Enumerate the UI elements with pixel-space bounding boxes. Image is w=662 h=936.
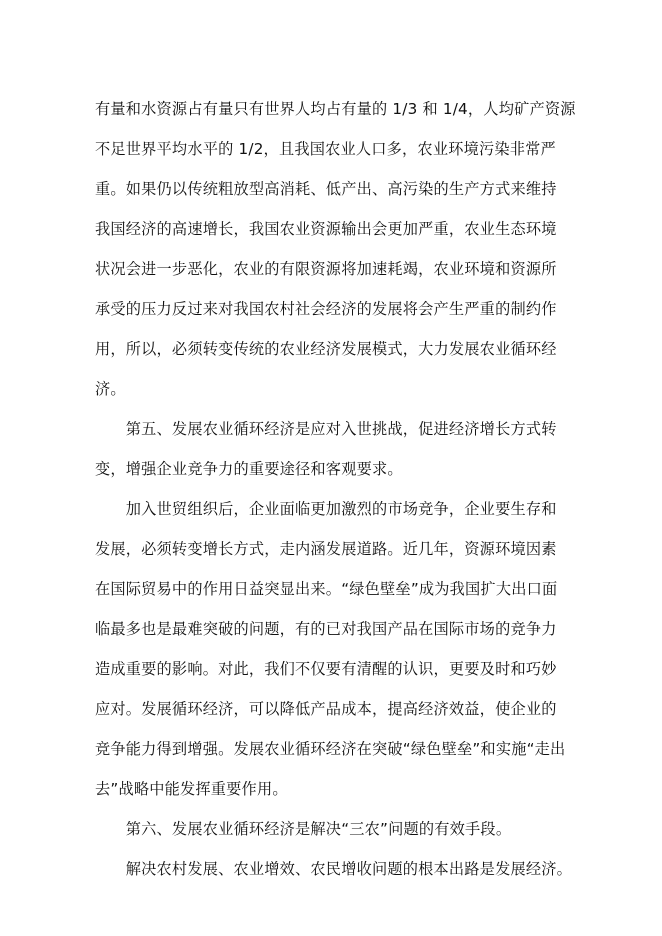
text-line: 用，所以，必须转变传统的农业经济发展模式，大力发展农业循环经 — [95, 340, 557, 358]
text-line: 在国际贸易中的作用日益突显出来。“绿色壁垒”成为我国扩大出口面 — [95, 580, 558, 598]
text-line: 承受的压力反过来对我国农村社会经济的发展将会产生严重的制约作 — [95, 300, 557, 318]
text-line: 造成重要的影响。对此，我们不仅要有清醒的认识，更要及时和巧妙 — [95, 660, 557, 678]
text-line: 济。 — [95, 380, 126, 398]
section-heading-line: 第五、发展农业循环经济是应对入世挑战，促进经济增长方式转 — [95, 420, 557, 438]
section-heading-line: 第六、发展农业循环经济是解决“三农”问题的有效手段。 — [95, 820, 512, 838]
text-line: 我国经济的高速增长，我国农业资源输出会更加严重，农业生态环境 — [95, 220, 557, 238]
text-line: 去”战略中能发挥重要作用。 — [95, 780, 288, 798]
text-line: 发展，必须转变增长方式，走内涵发展道路。近几年，资源环境因素 — [95, 540, 557, 558]
text-line: 应对。发展循环经济，可以降低产品成本，提高经济效益，使企业的 — [95, 700, 557, 718]
text-line: 不足世界平均水平的 1/2，且我国农业人口多，农业环境污染非常严 — [95, 140, 556, 158]
text-line: 有量和水资源占有量只有世界人均占有量的 1/3 和 1/4，人均矿产资源 — [95, 100, 576, 118]
text-line: 解决农村发展、农业增效、农民增收问题的根本出路是发展经济。 — [95, 860, 573, 878]
text-line: 加入世贸组织后，企业面临更加激烈的市场竞争，企业要生存和 — [95, 500, 557, 518]
text-line: 重。如果仍以传统粗放型高消耗、低产出、高污染的生产方式来维持 — [95, 180, 557, 198]
text-line: 竞争能力得到增强。发展农业循环经济在突破“绿色壁垒”和实施“走出 — [95, 740, 566, 758]
text-line: 临最多也是最难突破的问题，有的已对我国产品在国际市场的竞争力 — [95, 620, 557, 638]
section-heading-line: 变，增强企业竞争力的重要途径和客观要求。 — [95, 460, 403, 478]
text-line: 状况会进一步恶化，农业的有限资源将加速耗竭，农业环境和资源所 — [95, 260, 557, 278]
body-text — [95, 89, 575, 889]
